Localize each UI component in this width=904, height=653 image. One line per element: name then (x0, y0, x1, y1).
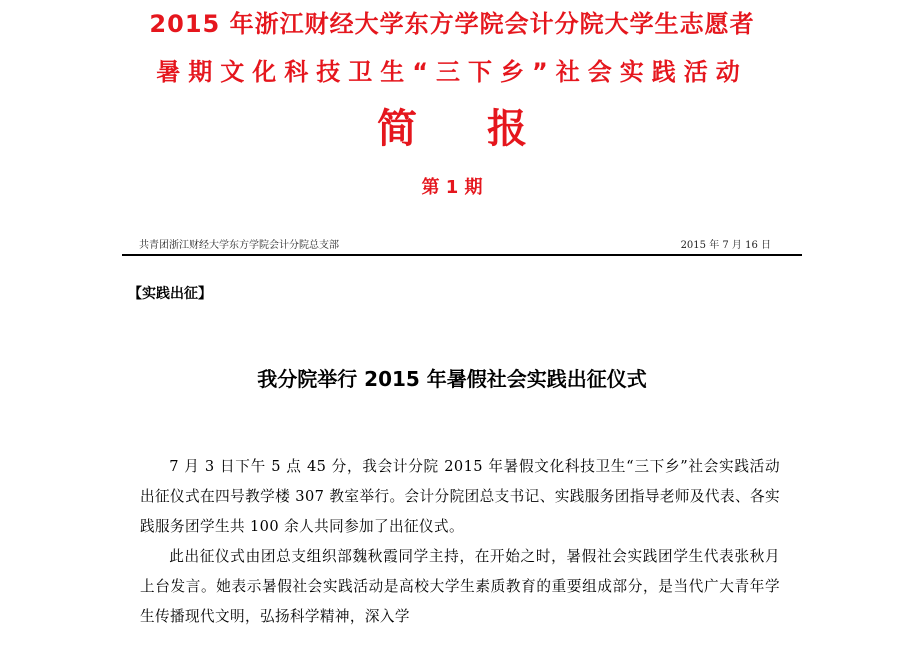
publisher-name: 共青团浙江财经大学东方学院会计分院总支部 (139, 240, 339, 251)
article-title: 我分院举行 2015 年暑假社会实践出征仪式 (257, 367, 647, 391)
publication-date: 2015 年 7 月 16 日 (680, 240, 771, 251)
bulletin-title: 简报 (377, 106, 597, 152)
header-line-1: 2015 年浙江财经大学东方学院会计分院大学生志愿者 (149, 10, 755, 38)
article-body (140, 452, 780, 632)
section-tag: 【实践出征】 (128, 286, 212, 302)
issue-number: 第 1 期 (421, 177, 483, 198)
article-paragraph: 此出征仪式由团总支组织部魏秋霞同学主持，在开始之时，暑假社会实践团学生代表张秋月上台发言。她表示暑假社会实践活动是高校大学生素质教育的重要组成部分，是当代广大青年学生传播现代文明，弘扬科学精神，深入学 (140, 548, 780, 625)
header-line-2: 暑期文化科技卫生“三下乡”社会实践活动 (156, 58, 748, 86)
header-divider (122, 254, 802, 256)
publication-meta (139, 236, 771, 252)
article-paragraph: 7 月 3 日下午 5 点 45 分，我会计分院 2015 年暑假文化科技卫生“三下乡”社会实践活动出征仪式在四号教学楼 307 教室举行。会计分院团总支书记、实践服务团指导老师及代表、各实践服务团学生共 100 余人共同参加了出征仪式。 (140, 458, 780, 535)
